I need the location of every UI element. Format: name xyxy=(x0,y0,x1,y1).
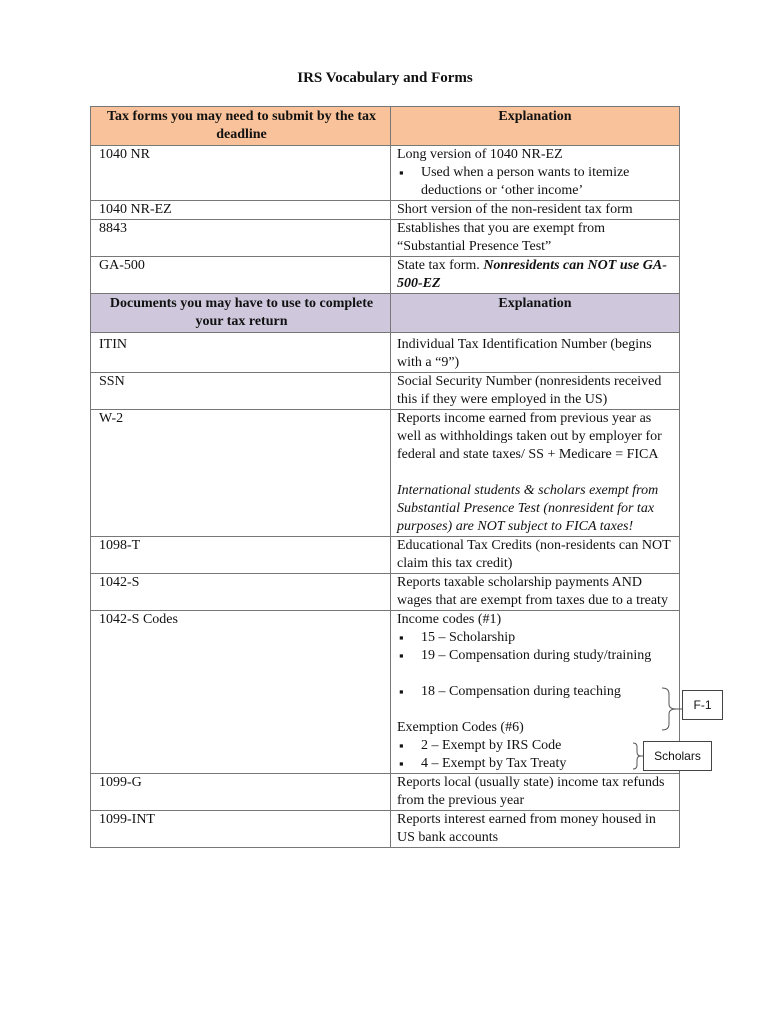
form-explanation: Establishes that you are exempt from “Substantial Presence Test” xyxy=(391,220,680,257)
table-row xyxy=(91,201,680,220)
table-row xyxy=(91,774,680,811)
forms-header-col2: Explanation xyxy=(391,107,680,146)
form-explanation xyxy=(391,146,680,201)
scholars-callout: Scholars xyxy=(643,741,712,771)
bullet-list xyxy=(397,164,673,200)
table-row xyxy=(91,257,680,294)
list-item: ▪ 19 – Compensation during study/training xyxy=(397,647,673,665)
list-item: ▪ 18 – Compensation during teaching xyxy=(397,683,673,701)
explanation-text: Reports income earned from previous year as well as withholdings taken out by employer for federal and state taxes/ SS + Medicare = FICA xyxy=(397,411,662,462)
table-row xyxy=(91,611,680,774)
document-explanation: Social Security Number (nonresidents received this if they were employed in the US) xyxy=(391,373,680,410)
table-row xyxy=(91,410,680,537)
document-explanation xyxy=(391,410,680,537)
document-explanation: Reports taxable scholarship payments AND wages that are exempt from taxes due to a treaty xyxy=(391,574,680,611)
emphasis-text: Nonresidents can NOT use GA-500-EZ xyxy=(397,258,667,291)
table-row xyxy=(91,146,680,201)
document-name: ITIN xyxy=(91,333,391,373)
table-row xyxy=(91,574,680,611)
f1-bracket-icon xyxy=(660,686,682,732)
form-name: GA-500 xyxy=(91,257,391,294)
document-explanation: Individual Tax Identification Number (begins with a “9”) xyxy=(391,333,680,373)
list-item: ▪ 2 – Exempt by IRS Code xyxy=(397,737,673,755)
forms-header-col1: Tax forms you may need to submit by the tax deadline xyxy=(91,107,391,146)
form-explanation xyxy=(391,257,680,294)
list-item: ▪ 15 – Scholarship xyxy=(397,629,673,647)
income-codes-heading: Income codes (#1) xyxy=(397,612,502,627)
page-title: IRS Vocabulary and Forms xyxy=(297,70,473,86)
document-explanation: Reports interest earned from money housed in US bank accounts xyxy=(391,811,680,848)
documents-header-row xyxy=(91,294,680,333)
form-explanation: Short version of the non-resident tax form xyxy=(391,201,680,220)
fica-note: International students & scholars exempt from Substantial Presence Test (nonresident for tax purposes) are NOT subject to FICA taxes! xyxy=(397,483,659,534)
forms-header-row xyxy=(91,107,680,146)
document-explanation: Reports local (usually state) income tax refunds from the previous year xyxy=(391,774,680,811)
document-name: 1098-T xyxy=(91,537,391,574)
exemption-codes-heading: Exemption Codes (#6) xyxy=(397,720,524,735)
list-item: ▪ 4 – Exempt by Tax Treaty xyxy=(397,755,673,773)
income-code-list xyxy=(397,683,673,701)
document-name: 1042-S Codes xyxy=(91,611,391,774)
document-name: 1042-S xyxy=(91,574,391,611)
document-name: W-2 xyxy=(91,410,391,537)
form-name: 1040 NR xyxy=(91,146,391,201)
documents-header-col2: Explanation xyxy=(391,294,680,333)
table-row xyxy=(91,537,680,574)
document-name: 1099-G xyxy=(91,774,391,811)
table-row xyxy=(91,333,680,373)
form-name: 8843 xyxy=(91,220,391,257)
explanation-text: Long version of 1040 NR-EZ xyxy=(397,147,563,162)
documents-header-col1: Documents you may have to use to complete your tax return xyxy=(91,294,391,333)
document-explanation: Educational Tax Credits (non-residents can NOT claim this tax credit) xyxy=(391,537,680,574)
table-row xyxy=(91,811,680,848)
income-code-list xyxy=(397,629,673,665)
table-row xyxy=(91,220,680,257)
explanation-text: State tax form. xyxy=(397,258,480,273)
list-item: ▪ Used when a person wants to itemize deductions or ‘other income’ xyxy=(397,164,673,200)
f1-callout: F-1 xyxy=(682,690,723,720)
document-name: SSN xyxy=(91,373,391,410)
form-name: 1040 NR-EZ xyxy=(91,201,391,220)
table-row xyxy=(91,373,680,410)
document-name: 1099-INT xyxy=(91,811,391,848)
irs-table xyxy=(90,106,680,848)
